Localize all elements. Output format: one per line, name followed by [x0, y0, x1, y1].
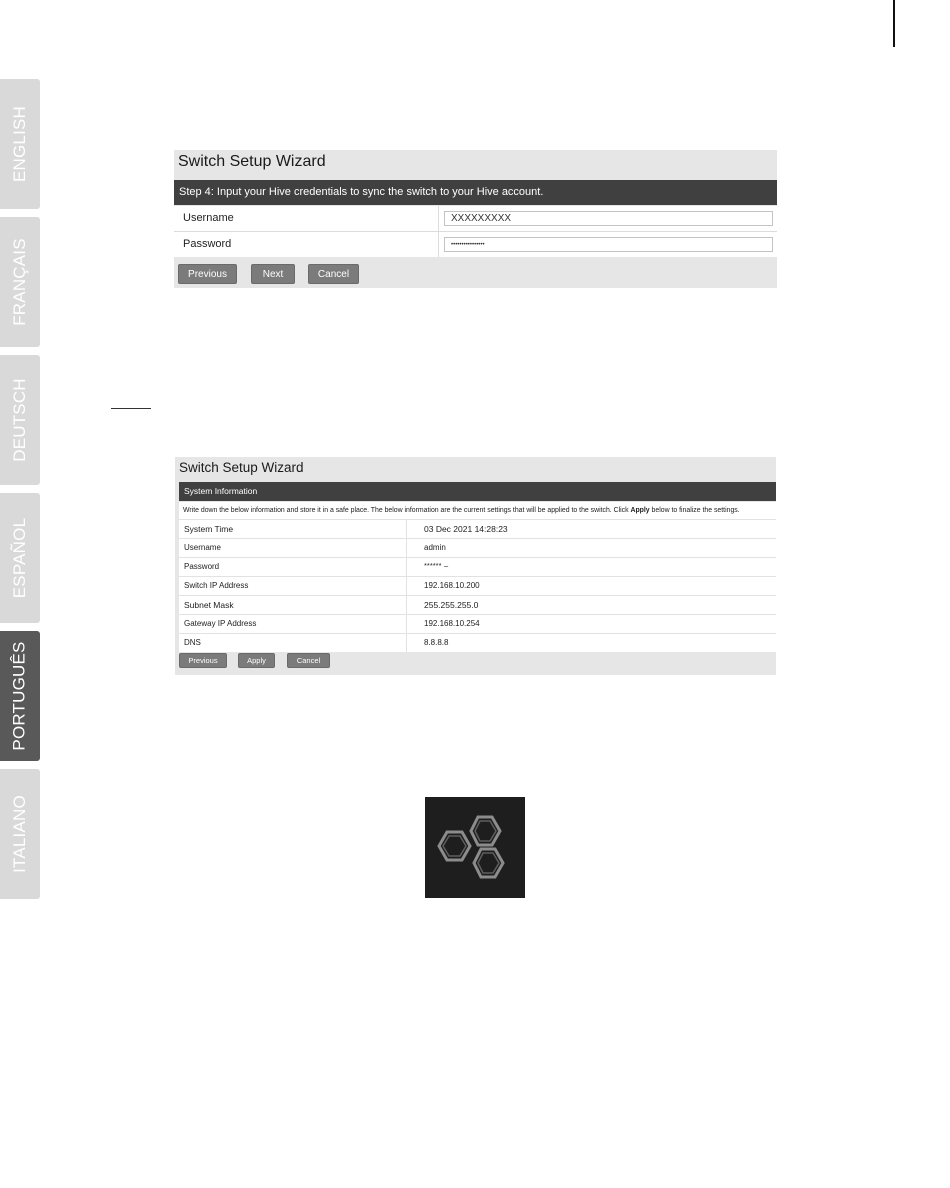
row-label: Password: [184, 562, 220, 571]
row-value: admin: [424, 543, 446, 552]
tab-francais[interactable]: [0, 217, 40, 347]
tab-label: FRANÇAIS: [10, 238, 29, 326]
note-text: below to finalize the settings.: [649, 507, 740, 514]
column-divider: [406, 558, 407, 576]
table-row: [179, 539, 776, 558]
column-divider: [438, 206, 439, 231]
tab-label: ENGLISH: [10, 105, 30, 183]
row-label: Username: [184, 543, 221, 552]
username-label: Username: [183, 212, 234, 224]
summary-table: [179, 520, 776, 652]
row-label: Subnet Mask: [184, 600, 234, 610]
hexagon-cluster-graphic: [425, 797, 525, 898]
wizard-title: Switch Setup Wizard: [178, 153, 326, 170]
column-divider: [438, 232, 439, 257]
row-value: 192.168.10.254: [424, 619, 480, 628]
hive-hexagons-icon: [425, 797, 525, 898]
instruction-note: [179, 502, 776, 520]
table-row: [179, 577, 776, 596]
row-label: System Time: [184, 524, 234, 534]
column-divider: [406, 615, 407, 633]
table-row: [179, 558, 776, 577]
row-value: 255.255.255.0: [424, 600, 479, 610]
wizard-credentials-panel: [174, 150, 777, 288]
row-label: DNS: [184, 638, 201, 647]
table-row: [179, 520, 776, 539]
password-label: Password: [183, 238, 232, 250]
password-row: [174, 232, 777, 257]
previous-button[interactable]: Previous: [179, 653, 227, 668]
section-header: System Information: [179, 482, 776, 501]
apply-button[interactable]: Apply: [238, 653, 275, 668]
username-row: [174, 206, 777, 232]
tab-portugues[interactable]: [0, 631, 40, 761]
note-apply-bold: Apply: [630, 507, 650, 514]
note-text: Write down the below information and store it in a safe place. The below information are the current settings that will be applied to the switch. Click: [183, 507, 631, 514]
table-row: [179, 634, 776, 652]
page-corner-rule: [893, 0, 895, 47]
tab-label: DEUTSCH: [10, 378, 30, 462]
table-row: [179, 596, 776, 615]
column-divider: [406, 577, 407, 595]
row-label: Switch IP Address: [184, 581, 249, 590]
row-value: ****** ⌣: [424, 561, 449, 570]
column-divider: [406, 539, 407, 557]
tab-label: ESPAÑOL: [10, 517, 30, 599]
row-label: Gateway IP Address: [184, 619, 257, 628]
tab-espanol[interactable]: [0, 493, 40, 623]
table-row: [179, 615, 776, 634]
tab-italiano[interactable]: [0, 769, 40, 899]
step-header: Step 4: Input your Hive credentials to sync the switch to your Hive account.: [174, 180, 777, 205]
username-field[interactable]: [444, 211, 773, 226]
tab-deutsch[interactable]: [0, 355, 40, 485]
row-value: 192.168.10.200: [424, 581, 480, 590]
column-divider: [406, 634, 407, 652]
tab-label: PORTUGUÊS: [10, 641, 30, 751]
tab-english[interactable]: [0, 79, 40, 209]
column-divider: [406, 596, 407, 614]
column-divider: [406, 520, 407, 538]
row-value: 03 Dec 2021 14:28:23: [424, 524, 508, 534]
row-value: 8.8.8.8: [424, 638, 449, 647]
tab-label: ITALIANO: [10, 795, 29, 873]
cancel-button[interactable]: Cancel: [308, 264, 359, 284]
password-field[interactable]: [444, 237, 773, 252]
next-button[interactable]: Next: [251, 264, 295, 284]
cancel-button[interactable]: Cancel: [287, 653, 330, 668]
underline-mark: [111, 408, 151, 409]
wizard-summary-panel: [175, 457, 776, 675]
wizard-title: Switch Setup Wizard: [179, 460, 304, 475]
previous-button[interactable]: Previous: [178, 264, 237, 284]
